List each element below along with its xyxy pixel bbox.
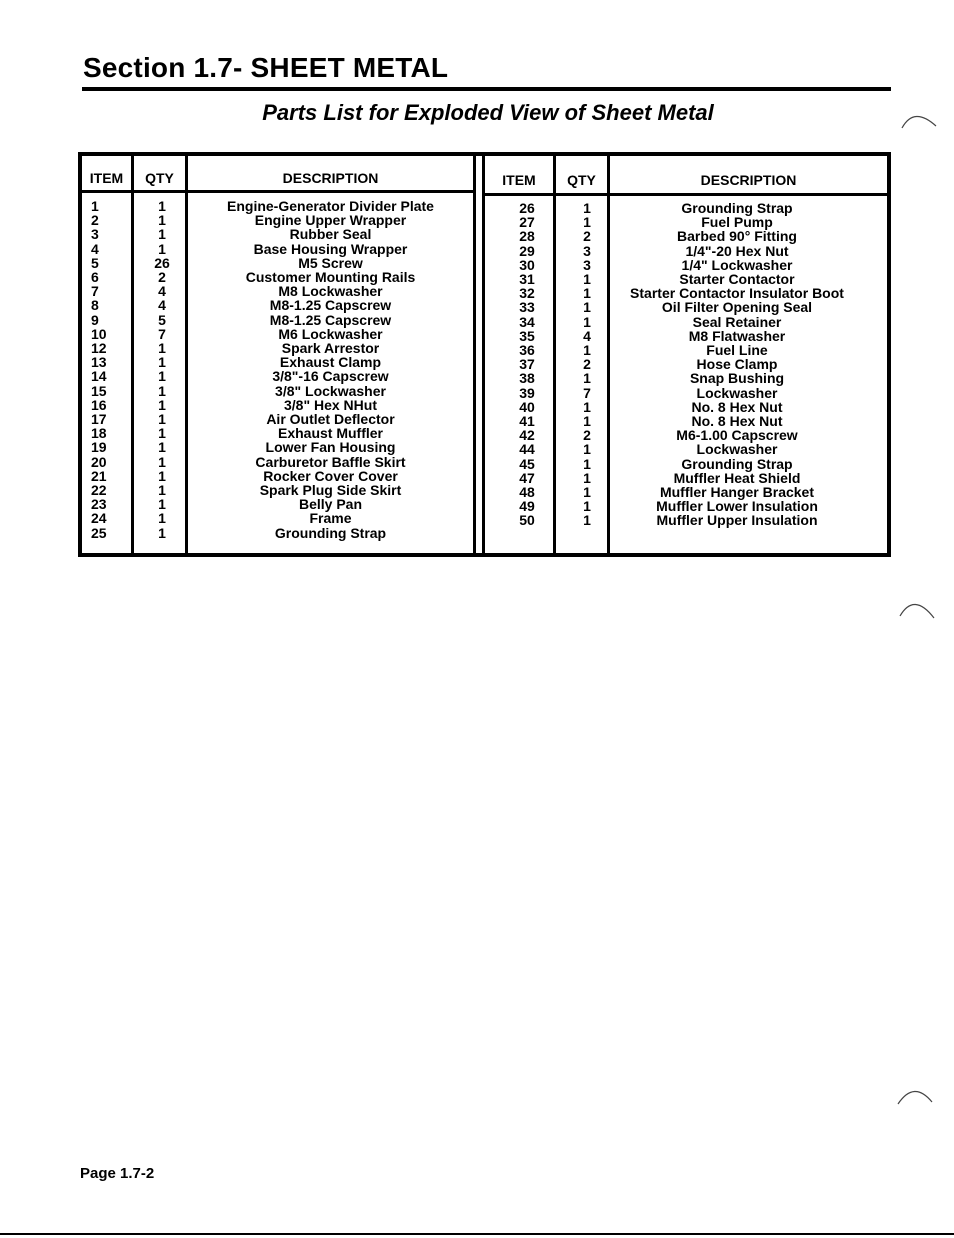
item-number: 5 — [91, 254, 99, 271]
item-number: 41 — [519, 413, 535, 430]
item-number: 31 — [519, 271, 535, 288]
header-description-right: DESCRIPTION — [700, 172, 797, 188]
item-quantity: 1 — [158, 524, 166, 541]
item-description: Lower Fan Housing — [265, 439, 396, 456]
item-description: Muffler Upper Insulation — [656, 512, 818, 529]
item-description: Oil Filter Opening Seal — [661, 299, 813, 316]
item-description: No. 8 Hex Nut — [691, 413, 783, 430]
item-description: M8 Lockwasher — [278, 283, 383, 300]
item-description: Lockwasher — [696, 384, 778, 401]
item-quantity: 26 — [154, 254, 170, 271]
parts-table — [78, 152, 891, 557]
item-number: 3 — [91, 226, 99, 243]
item-description: Exhaust Clamp — [279, 354, 382, 371]
item-description: Grounding Strap — [681, 200, 793, 216]
item-quantity: 1 — [583, 398, 591, 415]
item-number: 15 — [91, 382, 107, 399]
item-description: 3/8" Hex NHut — [284, 396, 377, 413]
item-number: 2 — [91, 212, 99, 229]
item-quantity: 2 — [583, 228, 591, 245]
header-rule-right — [485, 193, 887, 196]
title-rule — [82, 87, 891, 91]
item-description: 3/8"-16 Capscrew — [272, 368, 389, 385]
item-description: Muffler Hanger Bracket — [659, 484, 815, 501]
item-quantity: 1 — [583, 469, 591, 486]
item-quantity: 4 — [158, 297, 166, 314]
item-description: Spark Plug Side Skirt — [259, 482, 402, 499]
header-item-right: ITEM — [502, 172, 536, 188]
item-quantity: 4 — [158, 283, 166, 300]
qty-column-left — [134, 199, 190, 540]
header-qty-right: QTY — [567, 172, 596, 188]
item-number: 44 — [519, 441, 535, 458]
item-quantity: 1 — [158, 340, 166, 357]
item-number: 50 — [519, 512, 535, 529]
item-quantity: 2 — [158, 269, 166, 286]
item-description: Barbed 90° Fitting — [677, 228, 797, 245]
item-number: 13 — [91, 354, 107, 371]
item-number: 6 — [91, 269, 99, 286]
item-quantity: 1 — [158, 198, 166, 214]
item-quantity: 1 — [158, 396, 166, 413]
item-quantity: 1 — [158, 439, 166, 456]
item-description: Air Outlet Deflector — [266, 411, 395, 428]
item-number: 10 — [91, 325, 107, 342]
item-number: 23 — [91, 496, 107, 513]
item-quantity: 1 — [158, 453, 166, 470]
item-quantity: 1 — [583, 200, 591, 216]
item-description: Lockwasher — [696, 441, 778, 458]
item-description: 3/8" Lockwasher — [275, 382, 386, 399]
center-divider — [473, 156, 476, 553]
item-description: Base Housing Wrapper — [253, 240, 408, 257]
item-description: Seal Retainer — [692, 313, 782, 330]
item-description: Belly Pan — [298, 496, 363, 513]
item-number: 47 — [519, 469, 535, 486]
item-number: 40 — [519, 398, 535, 415]
item-number: 16 — [91, 396, 107, 413]
item-description: Engine Upper Wrapper — [254, 212, 407, 229]
item-description: Grounding Strap — [681, 455, 793, 472]
item-number: 39 — [519, 384, 535, 401]
item-quantity: 1 — [583, 512, 591, 529]
item-quantity: 1 — [583, 498, 591, 515]
item-number: 30 — [519, 256, 535, 273]
item-number: 7 — [91, 283, 99, 300]
description-column-left — [188, 199, 473, 540]
item-quantity: 1 — [583, 455, 591, 472]
item-number: 1 — [91, 198, 99, 214]
item-quantity: 1 — [158, 212, 166, 229]
item-description: Customer Mounting Rails — [245, 269, 416, 286]
item-description: Starter Contactor Insulator Boot — [630, 285, 844, 302]
item-description: M8 Flatwasher — [688, 327, 786, 344]
section-title: Section 1.7- SHEET METAL — [83, 52, 449, 83]
item-quantity: 5 — [158, 311, 166, 328]
item-number: 14 — [91, 368, 107, 385]
item-number: 8 — [91, 297, 99, 314]
item-description: Hose Clamp — [696, 356, 778, 373]
item-quantity: 1 — [583, 313, 591, 330]
item-quantity: 1 — [583, 299, 591, 316]
item-number: 45 — [519, 455, 535, 472]
item-number: 42 — [519, 427, 535, 444]
item-description: Rocker Cover Cover — [263, 467, 398, 484]
item-quantity: 1 — [158, 226, 166, 243]
item-number: 12 — [91, 340, 107, 357]
item-quantity: 1 — [583, 370, 591, 387]
item-number: 19 — [91, 439, 107, 456]
item-description: M6 Lockwasher — [278, 325, 383, 342]
item-number: 38 — [519, 370, 535, 387]
item-number: 37 — [519, 356, 535, 373]
item-quantity: 1 — [583, 484, 591, 501]
item-number: 17 — [91, 411, 107, 428]
item-quantity: 7 — [158, 325, 166, 342]
item-number: 34 — [519, 313, 535, 330]
header-description-left: DESCRIPTION — [282, 170, 379, 186]
item-column-left — [91, 199, 131, 540]
item-quantity: 3 — [583, 242, 591, 259]
item-quantity: 1 — [158, 425, 166, 442]
item-description: Engine-Generator Divider Plate — [227, 198, 434, 214]
item-description: 1/4" Lockwasher — [681, 256, 793, 273]
item-number: 29 — [519, 242, 535, 259]
header-qty-left: QTY — [145, 170, 174, 186]
item-description: No. 8 Hex Nut — [691, 398, 783, 415]
page-number: Page 1.7-2 — [80, 1165, 155, 1182]
item-description: Snap Bushing — [689, 370, 785, 387]
item-quantity: 1 — [583, 441, 591, 458]
item-quantity: 1 — [158, 411, 166, 428]
item-quantity: 1 — [158, 368, 166, 385]
item-description: Starter Contactor — [679, 271, 795, 288]
item-number: 36 — [519, 342, 535, 359]
item-quantity: 1 — [158, 482, 166, 499]
item-description: Exhaust Muffler — [277, 425, 383, 442]
item-number: 28 — [519, 228, 535, 245]
item-number: 26 — [519, 200, 535, 216]
item-quantity: 1 — [583, 214, 591, 231]
item-number: 4 — [91, 240, 99, 257]
item-number: 33 — [519, 299, 535, 316]
item-description: Carburetor Baffle Skirt — [255, 453, 406, 470]
item-description: M6-1.00 Capscrew — [676, 427, 798, 444]
item-number: 48 — [519, 484, 535, 501]
item-quantity: 2 — [583, 356, 591, 373]
item-number: 25 — [91, 524, 107, 541]
item-description: Frame — [309, 510, 352, 527]
item-description: Fuel Line — [706, 342, 768, 359]
item-description: M5 Screw — [298, 254, 363, 271]
item-quantity: 1 — [583, 271, 591, 288]
item-description: Muffler Heat Shield — [673, 469, 801, 486]
item-number: 22 — [91, 482, 107, 499]
item-quantity: 7 — [583, 384, 591, 401]
item-quantity: 3 — [583, 256, 591, 273]
item-description: Muffler Lower Insulation — [656, 498, 818, 515]
item-number: 24 — [91, 510, 107, 527]
item-description: 1/4"-20 Hex Nut — [685, 242, 789, 259]
item-quantity: 1 — [158, 240, 166, 257]
margin-arc-mark — [896, 1082, 936, 1108]
item-number: 18 — [91, 425, 107, 442]
item-description: M8-1.25 Capscrew — [269, 297, 392, 314]
parts-list-subtitle: Parts List for Exploded View of Sheet Metal — [262, 100, 714, 125]
header-item-left: ITEM — [89, 170, 124, 186]
header-rule-left — [82, 190, 473, 193]
description-column-right — [610, 201, 864, 528]
item-number: 9 — [91, 311, 99, 328]
bottom-rule — [0, 1233, 954, 1235]
item-number: 32 — [519, 285, 535, 302]
item-description: Grounding Strap — [274, 524, 387, 541]
item-quantity: 1 — [158, 382, 166, 399]
margin-arc-mark — [900, 104, 940, 132]
item-number: 27 — [519, 214, 535, 231]
item-quantity: 1 — [583, 285, 591, 302]
item-quantity: 1 — [158, 496, 166, 513]
item-description: Spark Arrestor — [281, 340, 380, 357]
item-quantity: 1 — [158, 467, 166, 484]
qty-column-right — [556, 201, 618, 528]
item-description: Fuel Pump — [701, 214, 773, 231]
item-quantity: 1 — [158, 510, 166, 527]
item-quantity: 1 — [158, 354, 166, 371]
item-quantity: 4 — [583, 327, 591, 344]
item-number: 20 — [91, 453, 107, 470]
item-number: 35 — [519, 327, 535, 344]
margin-arc-mark — [898, 594, 938, 622]
item-description: Rubber Seal — [289, 226, 372, 243]
item-quantity: 1 — [583, 342, 591, 359]
item-number: 21 — [91, 467, 107, 484]
item-quantity: 1 — [583, 413, 591, 430]
item-description: M8-1.25 Capscrew — [269, 311, 392, 328]
item-quantity: 2 — [583, 427, 591, 444]
item-number: 49 — [519, 498, 535, 515]
